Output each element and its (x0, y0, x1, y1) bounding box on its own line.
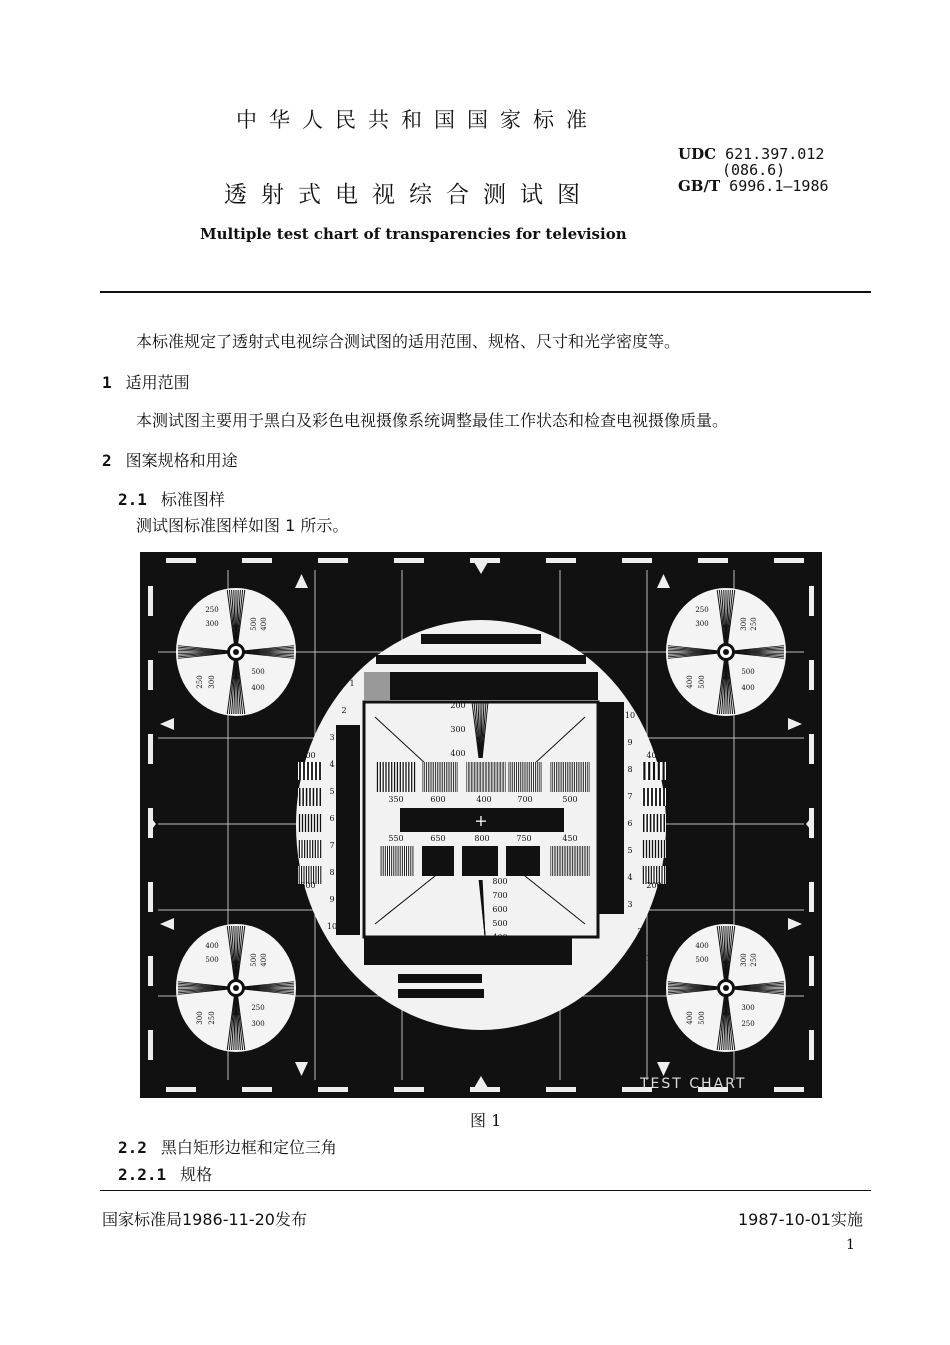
section-title: 图案规格和用途 (125, 451, 238, 470)
section-title: 规格 (180, 1165, 213, 1184)
grating-bg (642, 788, 666, 806)
section-number: 2.1 (118, 490, 147, 509)
gray-scale-number: 3 (627, 900, 633, 909)
corner-label: 400 (686, 675, 694, 689)
right-border-dash (809, 1030, 814, 1060)
bottom-border-dash (774, 1087, 804, 1092)
bottom-border-dash (166, 1087, 196, 1092)
top-bar-1 (421, 634, 541, 644)
header-rule (100, 291, 871, 293)
gray-scale-number: 1 (645, 954, 651, 963)
corner-label: 300 (695, 620, 709, 628)
right-resolution-label: 400 (646, 751, 662, 760)
section-title: 黑白矩形边框和定位三角 (160, 1138, 337, 1157)
top-bar-3 (390, 672, 598, 700)
grating-bg (642, 840, 666, 858)
footer-rule (100, 1190, 871, 1191)
section-2-1-heading (118, 487, 225, 510)
section-2-1-text: 测试图标准图样如图 1 所示。 (136, 516, 349, 535)
corner-label: 300 (208, 675, 216, 689)
gray-scale-number: 5 (627, 846, 633, 855)
udc-label: UDC (678, 145, 717, 163)
grating-bg (422, 762, 458, 792)
corner-label: 250 (251, 1004, 265, 1012)
wedge-bottom-label: 500 (492, 919, 508, 928)
wedge-top-label: 400 (450, 749, 466, 758)
corner-label: 300 (741, 1004, 755, 1012)
upper-resolution-label: 600 (430, 795, 446, 804)
section-number: 2.2 (118, 1138, 147, 1157)
bottom-border-dash (394, 1087, 424, 1092)
corner-target-dot (723, 985, 729, 991)
corner-label: 500 (741, 668, 755, 676)
center-cross-icon: + (474, 811, 488, 830)
right-border-dash (809, 586, 814, 616)
corner-label: 300 (740, 617, 748, 631)
gray-scale-number: 4 (627, 873, 633, 882)
section-2-heading (102, 448, 238, 471)
grating-bg (376, 762, 416, 792)
lower-resolution-label: 750 (516, 834, 532, 843)
corner-label: 250 (750, 953, 758, 967)
corner-label: 400 (741, 684, 755, 692)
corner-label: 400 (251, 684, 265, 692)
corner-label: 500 (250, 617, 258, 631)
corner-label: 250 (741, 1020, 755, 1028)
solid-block (462, 846, 498, 876)
corner-label: 500 (695, 956, 709, 964)
left-border-dash (148, 882, 153, 912)
bottom-border-dash (546, 1087, 576, 1092)
top-border-dash (774, 558, 804, 563)
right-border-dash (809, 882, 814, 912)
corner-label: 300 (196, 1011, 204, 1025)
gray-scale-number: 6 (329, 814, 335, 823)
wedge-bottom-label: 700 (492, 891, 508, 900)
wedge-top-label: 300 (450, 725, 466, 734)
corner-label: 250 (208, 1011, 216, 1025)
section-1-text: 本测试图主要用于黑白及彩色电视摄像系统调整最佳工作状态和检查电视摄像质量。 (136, 411, 729, 430)
left-border-dash (148, 1030, 153, 1060)
section-2-2-1-heading (118, 1162, 212, 1185)
bottom-bar-1 (364, 937, 572, 965)
gray-scale-number: 7 (627, 792, 633, 801)
gray-scale-number: 9 (627, 738, 633, 747)
test-chart-text: TEST CHART (640, 1076, 747, 1092)
top-border-dash (546, 558, 576, 563)
wedge-top-label: 200 (450, 701, 466, 710)
figure-caption: 图 1 (470, 1111, 502, 1130)
corner-label: 500 (698, 1011, 706, 1025)
bottom-bar-2 (398, 974, 482, 983)
corner-label: 400 (205, 942, 219, 950)
corner-label: 300 (740, 953, 748, 967)
top-border-dash (242, 558, 272, 563)
corner-label: 250 (205, 606, 219, 614)
top-border-dash (698, 558, 728, 563)
left-border-dash (148, 586, 153, 616)
corner-label: 500 (698, 675, 706, 689)
corner-label: 500 (205, 956, 219, 964)
corner-label: 300 (205, 620, 219, 628)
gray-scale-number: 6 (627, 819, 633, 828)
left-vertical-bar (336, 725, 360, 935)
gb-value: 6996.1—1986 (729, 177, 829, 195)
left-border-dash (148, 660, 153, 690)
gray-patch (364, 672, 390, 700)
grating-bg (298, 762, 322, 780)
gray-scale-number: 10 (326, 922, 338, 931)
gray-scale-number: 8 (627, 765, 633, 774)
lower-resolution-label: 550 (388, 834, 404, 843)
solid-block (422, 846, 454, 876)
top-border-dash (318, 558, 348, 563)
grating-bg (466, 762, 506, 792)
corner-label: 400 (695, 942, 709, 950)
corner-label: 400 (260, 953, 268, 967)
wedge-line (480, 702, 481, 758)
wedge-bottom-label: 800 (492, 877, 508, 886)
gray-scale-number: 2 (637, 927, 643, 936)
corner-label: 500 (251, 668, 265, 676)
gray-scale-number: 5 (329, 787, 335, 796)
gray-scale-number: 10 (624, 711, 636, 720)
gray-scale-number: 2 (341, 706, 347, 715)
wedge-bottom-label: 400 (492, 933, 508, 942)
grating-bg (298, 814, 322, 832)
corner-label: 400 (686, 1011, 694, 1025)
right-resolution-label: 200 (646, 881, 662, 890)
gray-scale-number: 1 (349, 679, 355, 688)
wedge-bottom-label: 600 (492, 905, 508, 914)
section-number: 2 (102, 451, 112, 470)
section-title: 标准图样 (160, 490, 225, 509)
section-1-heading (102, 370, 190, 393)
top-border-dash (166, 558, 196, 563)
corner-label: 300 (251, 1020, 265, 1028)
top-border-dash (622, 558, 652, 563)
bottom-bar-3 (398, 989, 484, 998)
right-vertical-bar (598, 702, 624, 914)
page-number: 1 (846, 1237, 855, 1253)
corner-label: 250 (750, 617, 758, 631)
corner-target-dot (723, 649, 729, 655)
corner-target-dot (233, 649, 239, 655)
upper-resolution-label: 500 (562, 795, 578, 804)
right-border-dash (809, 660, 814, 690)
left-resolution-label: 400 (300, 751, 316, 760)
section-number: 1 (102, 373, 112, 392)
gray-scale-number: 7 (329, 841, 335, 850)
footer-effective: 1987-10-01实施 (738, 1210, 863, 1229)
section-2-2-heading (118, 1135, 337, 1158)
test-chart-figure (140, 552, 822, 1098)
upper-resolution-label: 400 (476, 795, 492, 804)
udc-value: 621.397.012 (725, 145, 825, 163)
footer-issued: 国家标准局1986-11-20发布 (102, 1210, 307, 1229)
right-border-dash (809, 734, 814, 764)
title-english: Multiple test chart of transparencies for television (200, 225, 627, 243)
standard-header: 中华人民共和国国家标准 (236, 108, 599, 132)
left-border-dash (148, 956, 153, 986)
left-border-dash (148, 734, 153, 764)
corner-label: 250 (695, 606, 709, 614)
corner-target-dot (233, 985, 239, 991)
lower-resolution-label: 800 (474, 834, 490, 843)
corner-label: 400 (260, 617, 268, 631)
solid-block (506, 846, 540, 876)
bottom-border-dash (242, 1087, 272, 1092)
upper-resolution-label: 350 (388, 795, 404, 804)
corner-label: 250 (196, 675, 204, 689)
section-title: 适用范围 (125, 373, 190, 392)
gray-scale-number: 8 (329, 868, 335, 877)
section-number: 2.2.1 (118, 1165, 167, 1184)
top-bar-2 (376, 655, 586, 664)
gb-label: GB/T (678, 177, 721, 195)
udc-block (678, 146, 829, 194)
upper-resolution-label: 700 (517, 795, 533, 804)
intro-paragraph: 本标准规定了透射式电视综合测试图的适用范围、规格、尺寸和光学密度等。 (136, 332, 681, 351)
corner-label: 500 (250, 953, 258, 967)
lower-resolution-label: 650 (430, 834, 446, 843)
udc-sub: (086.6) (722, 161, 786, 179)
gray-scale-number: 9 (329, 895, 335, 904)
top-border-dash (394, 558, 424, 563)
left-resolution-label: 600 (300, 881, 316, 890)
bottom-border-dash (318, 1087, 348, 1092)
gray-scale-number: 4 (329, 760, 335, 769)
title-chinese: 透射式电视综合测试图 (224, 182, 594, 208)
right-border-dash (809, 956, 814, 986)
lower-resolution-label: 450 (562, 834, 578, 843)
gray-scale-number: 3 (329, 733, 335, 742)
